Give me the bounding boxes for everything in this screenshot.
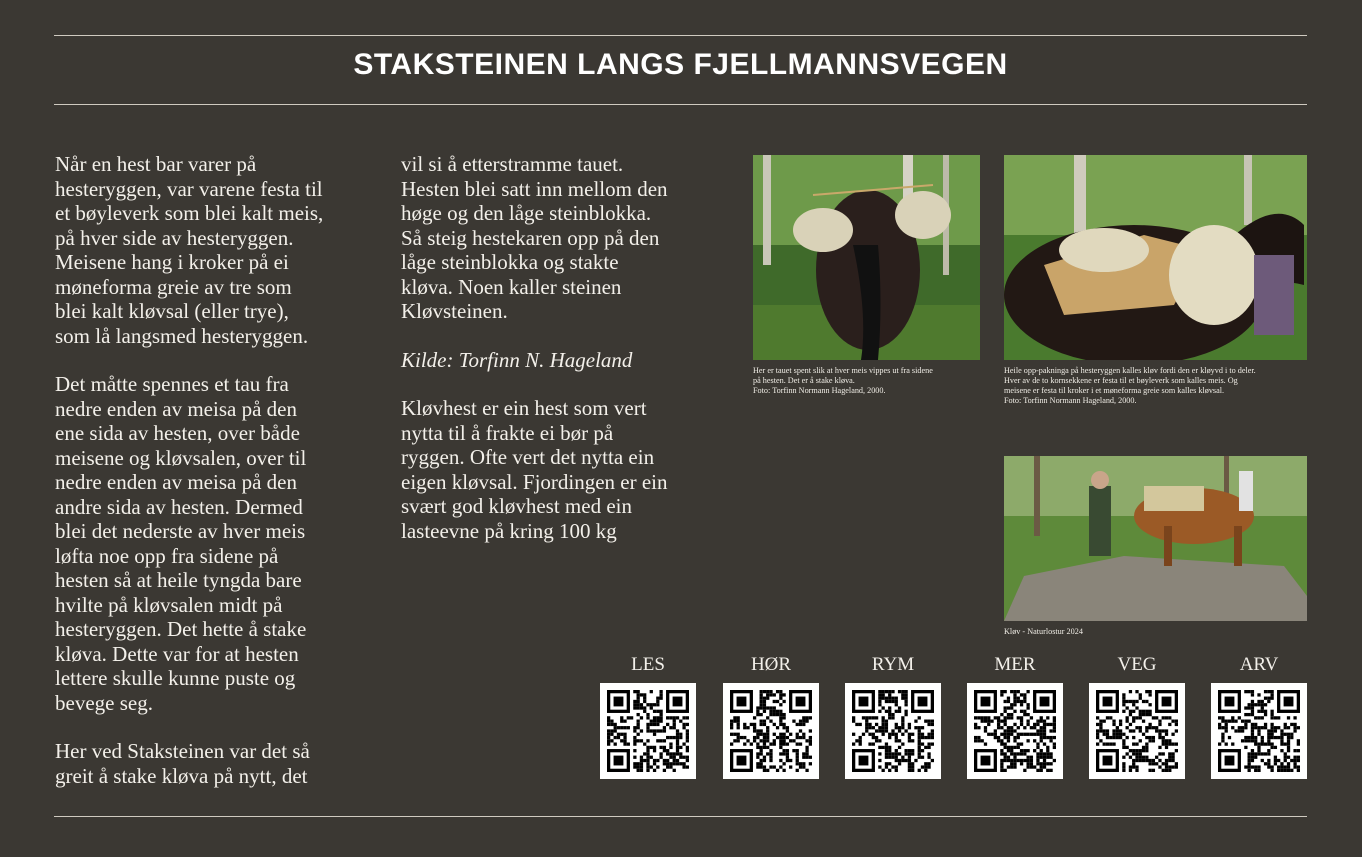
paragraph-3: Her ved Staksteinen var det så greit å stake kløva på nytt, det	[55, 739, 310, 788]
paragraph-4: vil si å etterstramme tauet. Hesten blei satt inn mellom den høge og den låge steinblokka. Så steig hestekaren opp på den låge steinblokka og stakte kløva. Noen kaller steinen Kløvsteinen.	[401, 152, 668, 323]
qr-code-icon[interactable]	[1211, 683, 1307, 779]
qr-les[interactable]: LES	[600, 654, 696, 779]
photo-3-caption: Kløv - Naturlostur 2024	[1004, 627, 1083, 636]
photo-horse-side	[1004, 155, 1307, 360]
paragraph-5: Kløvhest er ein hest som vert nytta til å frakte ei bør på ryggen. Ofte vert det nytta ein eigen kløvsal. Fjordingen er ein svært god kløvhest med ein lasteevne på kring 100 kg	[401, 396, 668, 543]
qr-code-icon[interactable]	[845, 683, 941, 779]
page-title: STAKSTEINEN LANGS FJELLMANNSVEGEN	[353, 48, 1008, 81]
qr-mer[interactable]: MER	[967, 654, 1063, 779]
title-underline-rule	[54, 104, 1307, 105]
photo-horse-rock	[1004, 456, 1307, 621]
qr-arv[interactable]: ARV	[1211, 654, 1307, 779]
photo-horse-back	[753, 155, 980, 360]
text-column-2	[401, 152, 731, 543]
qr-code-icon[interactable]	[1089, 683, 1185, 779]
qr-veg[interactable]: VEG	[1089, 654, 1185, 779]
photo-2-caption: Heile opp-pakninga på hesteryggen kalles kløv fordi den er kløyvd i to deler. Hver av de to kornsekkene er festa til et bøyleverk som kalles meis. Og meisene er festa til kroker i et møneforma greie som kalles kløvsal. Foto: Torfinn Normann Hageland, 2000.	[1004, 366, 1256, 405]
bottom-rule	[54, 816, 1307, 817]
qr-rym[interactable]: RYM	[845, 654, 941, 779]
qr-code-icon[interactable]	[600, 683, 696, 779]
text-column-1	[55, 152, 385, 788]
qr-code-icon[interactable]	[967, 683, 1063, 779]
qr-code-icon[interactable]	[723, 683, 819, 779]
paragraph-2: Det måtte spennes et tau fra nedre enden av meisa på den ene sida av hesten, over både meisene og kløvsalen, over til nedre enden av meisa på den andre sida av hesten. Dermed blei det nederste av hver meis løfta noe opp fra sidene på hesten så at heile tyngda bare hvilte på kløvsalen midt på hesteryggen. Det hette å stake kløva. Dette var for at hesten lettere skulle kunne puste og bevege seg.	[55, 372, 307, 715]
qr-hor[interactable]: HØR	[723, 654, 819, 779]
paragraph-1: Når en hest bar varer på hesteryggen, var varene festa til et bøyleverk som blei kalt meis, på hver side av hesteryggen. Meisene hang i kroker på ei møneforma greie av tre som blei kalt kløvsal (eller trye), som lå langsmed hesteryggen.	[55, 152, 324, 348]
source-credit: Kilde: Torfinn N. Hageland	[401, 347, 633, 372]
top-rule	[54, 35, 1307, 36]
photo-1-caption: Her er tauet spent slik at hver meis vippes ut fra sidene på hesten. Det er å stake kløva. Foto: Torfinn Normann Hageland, 2000.	[753, 366, 933, 395]
